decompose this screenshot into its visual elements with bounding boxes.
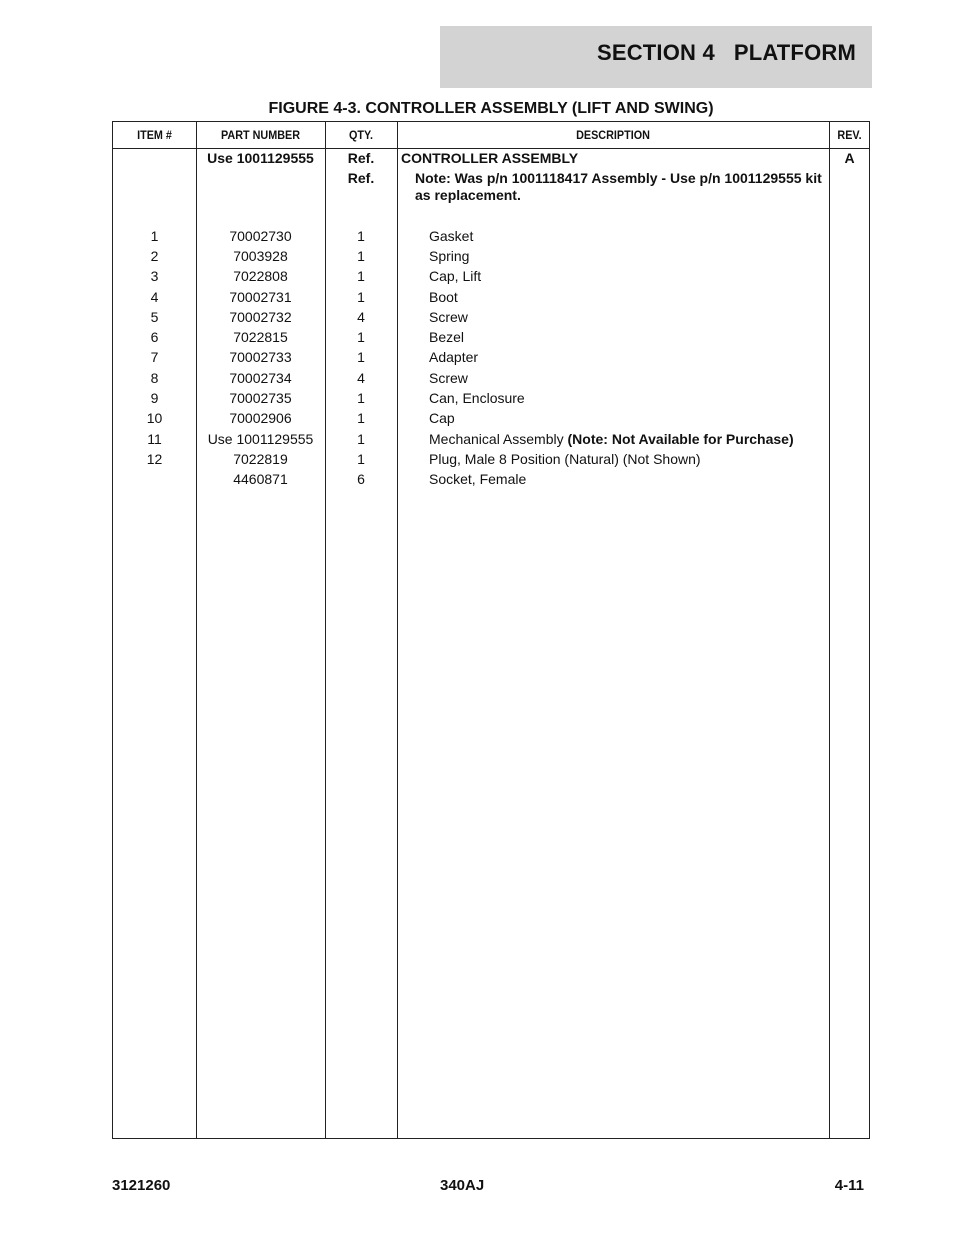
- part-number: 70002733: [229, 349, 292, 365]
- footer-model: 340AJ: [440, 1177, 485, 1194]
- description: [397, 268, 829, 285]
- description-text: Bezel: [429, 329, 465, 345]
- quantity: 1: [357, 329, 365, 345]
- header-part-number: PART NUMBER: [220, 128, 301, 142]
- description: [397, 349, 829, 366]
- item-number: 8: [150, 370, 159, 386]
- section-title: SECTION 4 PLATFORM: [596, 40, 856, 65]
- description-text: Can, Enclosure: [429, 390, 525, 406]
- description-note: (Note: Not Available for Purchase): [567, 431, 794, 447]
- table-header-row: [113, 122, 869, 149]
- description-text: CONTROLLER ASSEMBLY: [401, 150, 579, 166]
- description: [397, 329, 829, 346]
- figure-title: FIGURE 4-3. CONTROLLER ASSEMBLY (LIFT AND SWING): [268, 100, 714, 117]
- header-description: DESCRIPTION: [576, 128, 650, 142]
- header-rev: REV.: [837, 128, 862, 142]
- part-number: Use 1001129555: [207, 431, 314, 447]
- part-number: 70002730: [229, 228, 292, 244]
- header-item: ITEM #: [137, 128, 172, 142]
- description-text: Adapter: [429, 349, 479, 365]
- description: [397, 410, 829, 427]
- item-number: 3: [150, 268, 159, 284]
- item-number: 5: [150, 309, 159, 325]
- quantity: 1: [357, 248, 365, 264]
- description: [397, 228, 829, 245]
- item-number: 7: [150, 349, 159, 365]
- quantity: 4: [357, 370, 365, 386]
- description: [397, 431, 829, 448]
- item-number: 2: [150, 248, 159, 264]
- item-number: 10: [146, 410, 163, 426]
- part-number: 70002732: [229, 309, 292, 325]
- item-number: 9: [150, 390, 159, 406]
- quantity: 1: [357, 451, 365, 467]
- part-number: 7022808: [233, 268, 288, 284]
- description-text: Screw: [429, 309, 468, 325]
- quantity: 1: [357, 228, 365, 244]
- description: [397, 471, 829, 488]
- part-number: 7022819: [233, 451, 288, 467]
- quantity: 1: [357, 431, 365, 447]
- quantity: 1: [357, 390, 365, 406]
- footer-page-number: 4-11: [834, 1177, 864, 1194]
- item-number: 12: [146, 451, 163, 467]
- description-text: Gasket: [429, 228, 474, 244]
- part-number: 70002906: [229, 410, 292, 426]
- parts-table: [112, 121, 870, 1139]
- description: [397, 390, 829, 407]
- item-number: 1: [150, 228, 159, 244]
- description-text: Cap, Lift: [429, 268, 482, 284]
- description-text: Screw: [429, 370, 468, 386]
- column-divider: [829, 122, 830, 1138]
- description-text: Socket, Female: [429, 471, 527, 487]
- description: [397, 451, 829, 468]
- quantity: 1: [357, 289, 365, 305]
- section-banner: [440, 26, 872, 88]
- description-text: Spring: [429, 248, 470, 264]
- description: [397, 150, 829, 167]
- part-number: 7003928: [233, 248, 288, 264]
- header-qty: QTY.: [348, 128, 373, 142]
- part-number: 4460871: [233, 471, 288, 487]
- item-number: 6: [150, 329, 159, 345]
- quantity: Ref.: [347, 150, 375, 166]
- description-text: Note: Was p/n 1001118417 Assembly - Use p/n 1001129555 kit as replacement.: [415, 170, 822, 203]
- part-number: 70002731: [229, 289, 292, 305]
- description: [397, 289, 829, 306]
- description: [397, 170, 829, 204]
- description-text: Plug, Male 8 Position (Natural) (Not Shown): [429, 451, 701, 467]
- part-number: 70002735: [229, 390, 292, 406]
- part-number: Use 1001129555: [207, 150, 314, 166]
- quantity: 4: [357, 309, 365, 325]
- quantity: 1: [357, 349, 365, 365]
- footer-manual-number: 3121260: [112, 1177, 171, 1194]
- quantity: 6: [357, 471, 365, 487]
- description: [397, 309, 829, 326]
- item-number: 4: [150, 289, 159, 305]
- description: [397, 370, 829, 387]
- quantity: 1: [357, 410, 365, 426]
- description-text: Cap: [429, 410, 455, 426]
- part-number: 70002734: [229, 370, 292, 386]
- part-number: 7022815: [233, 329, 288, 345]
- item-number: 11: [147, 431, 162, 447]
- quantity: Ref.: [347, 170, 375, 186]
- quantity: 1: [357, 268, 365, 284]
- description-text: Boot: [429, 289, 458, 305]
- description: [397, 248, 829, 265]
- revision: A: [844, 150, 855, 166]
- description-text: Mechanical Assembly: [429, 431, 568, 447]
